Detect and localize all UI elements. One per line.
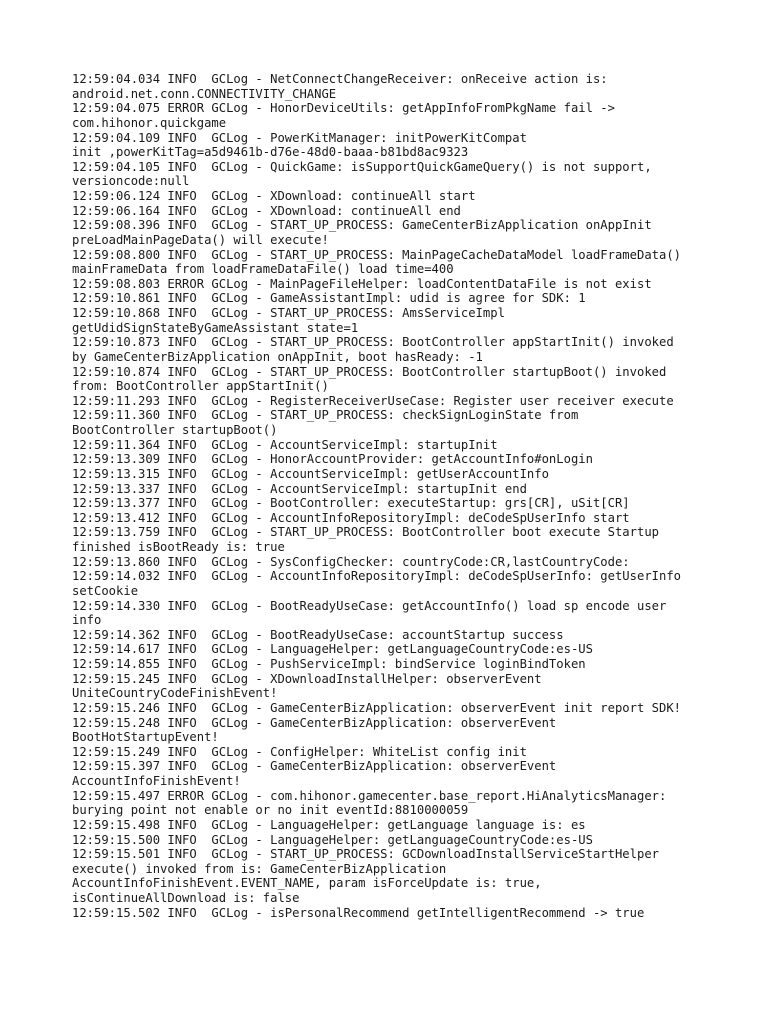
log-line: setCookie — [72, 583, 139, 598]
log-line: 12:59:15.397 INFO GCLog - GameCenterBizApplication: observerEvent — [72, 759, 557, 774]
log-line: 12:59:13.377 INFO GCLog - BootController: executeStartup: grs[CR], uSit[CR] — [72, 496, 630, 511]
log-text — [72, 72, 712, 920]
log-line: 12:59:14.032 INFO GCLog - AccountInfoRepositoryImpl: deCodeSpUserInfo: getUserInfo — [72, 569, 682, 584]
log-line: 12:59:11.293 INFO GCLog - RegisterReceiverUseCase: Register user receiver execute — [72, 393, 674, 408]
log-line: 12:59:15.248 INFO GCLog - GameCenterBizApplication: observerEvent — [72, 715, 557, 730]
log-line: 12:59:13.860 INFO GCLog - SysConfigChecker: countryCode:CR,lastCountryCode: — [72, 554, 630, 569]
log-line: 12:59:10.874 INFO GCLog - START_UP_PROCESS: BootController startupBoot() invoked — [72, 364, 667, 379]
log-line: 12:59:15.245 INFO GCLog - XDownloadInstallHelper: observerEvent — [72, 671, 542, 686]
log-line: BootHotStartupEvent! — [72, 730, 219, 745]
log-line: 12:59:08.803 ERROR GCLog - MainPageFileHelper: loadContentDataFile is not exist — [72, 276, 652, 291]
log-line: com.hihonor.quickgame — [72, 115, 227, 130]
log-line: 12:59:04.109 INFO GCLog - PowerKitManager: initPowerKitCompat — [72, 130, 527, 145]
log-line: 12:59:14.617 INFO GCLog - LanguageHelper: getLanguageCountryCode:es-US — [72, 642, 593, 657]
log-line: 12:59:13.337 INFO GCLog - AccountServiceImpl: startupInit end — [72, 481, 527, 496]
log-line: getUdidSignStateByGameAssistant state=1 — [72, 320, 359, 335]
log-line: 12:59:10.868 INFO GCLog - START_UP_PROCESS: AmsServiceImpl — [72, 306, 505, 320]
log-line: 12:59:13.759 INFO GCLog - START_UP_PROCESS: BootController boot execute Startup — [72, 525, 659, 540]
log-line: mainFrameData from loadFrameDataFile() load time=400 — [72, 262, 454, 277]
log-line: 12:59:11.364 INFO GCLog - AccountServiceImpl: startupInit — [72, 437, 498, 452]
log-line: 12:59:14.362 INFO GCLog - BootReadyUseCase: accountStartup success — [72, 627, 564, 642]
log-line: 12:59:04.034 INFO GCLog - NetConnectChangeReceiver: onReceive action is: — [72, 72, 608, 86]
log-line: 12:59:14.330 INFO GCLog - BootReadyUseCase: getAccountInfo() load sp encode user — [72, 598, 667, 613]
log-line: 12:59:15.500 INFO GCLog - LanguageHelper: getLanguageCountryCode:es-US — [72, 832, 593, 847]
log-line: 12:59:06.124 INFO GCLog - XDownload: continueAll start — [72, 189, 476, 203]
log-line: 12:59:15.497 ERROR GCLog - com.hihonor.gamecenter.base_report.HiAnalyticsManager: — [72, 788, 667, 803]
log-line: 12:59:15.249 INFO GCLog - ConfigHelper: WhiteList config init — [72, 744, 527, 759]
log-line: 12:59:08.396 INFO GCLog - START_UP_PROCESS: GameCenterBizApplication onAppInit — [72, 218, 652, 233]
log-line: by GameCenterBizApplication onAppInit, boot hasReady: -1 — [72, 349, 483, 364]
log-line: android.net.conn.CONNECTIVITY_CHANGE — [72, 86, 337, 101]
log-line: 12:59:08.800 INFO GCLog - START_UP_PROCESS: MainPageCacheDataModel loadFrameData() — [72, 247, 682, 262]
log-line: execute() invoked from is: GameCenterBizApplication — [72, 861, 447, 876]
log-line: BootController startupBoot() — [72, 423, 278, 437]
log-line: 12:59:13.412 INFO GCLog - AccountInfoRepositoryImpl: deCodeSpUserInfo start — [72, 510, 630, 525]
log-line: init ,powerKitTag=a5d9461b-d76e-48d0-baaa-b81bd8ac9323 — [72, 145, 469, 160]
log-line: 12:59:06.164 INFO GCLog - XDownload: continueAll end — [72, 203, 461, 218]
log-line: 12:59:10.873 INFO GCLog - START_UP_PROCESS: BootController appStartInit() invoked — [72, 335, 674, 350]
log-line: 12:59:10.861 INFO GCLog - GameAssistantImpl: udid is agree for SDK: 1 — [72, 291, 586, 306]
log-line: 12:59:15.502 INFO GCLog - isPersonalRecommend getIntelligentRecommend -> true — [72, 905, 645, 920]
log-line: 12:59:15.501 INFO GCLog - START_UP_PROCESS: GCDownloadInstallServiceStartHelper — [72, 847, 659, 862]
log-line: 12:59:11.360 INFO GCLog - START_UP_PROCESS: checkSignLoginState from — [72, 408, 579, 423]
log-line: 12:59:13.315 INFO GCLog - AccountServiceImpl: getUserAccountInfo — [72, 466, 549, 481]
log-line: 12:59:04.105 INFO GCLog - QuickGame: isSupportQuickGameQuery() is not support, — [72, 159, 652, 174]
log-line: preLoadMainPageData() will execute! — [72, 232, 329, 247]
log-line: UniteCountryCodeFinishEvent! — [72, 686, 278, 701]
log-line: versioncode:null — [72, 174, 190, 189]
log-line: isContinueAllDownload is: false — [72, 891, 300, 905]
log-line: finished isBootReady is: true — [72, 540, 285, 554]
log-line: 12:59:04.075 ERROR GCLog - HonorDeviceUtils: getAppInfoFromPkgName fail -> — [72, 101, 615, 116]
log-line: AccountInfoFinishEvent! — [72, 774, 241, 788]
log-line: 12:59:13.309 INFO GCLog - HonorAccountProvider: getAccountInfo#onLogin — [72, 452, 593, 467]
log-line: 12:59:15.246 INFO GCLog - GameCenterBizApplication: observerEvent init report SDK! — [72, 700, 682, 715]
log-line: AccountInfoFinishEvent.EVENT_NAME, param isForceUpdate is: true, — [72, 876, 542, 891]
log-line: from: BootController appStartInit() — [72, 379, 329, 394]
log-line: info — [72, 613, 102, 628]
log-line: burying point not enable or no init eventId:8810000059 — [72, 803, 469, 818]
log-line: 12:59:15.498 INFO GCLog - LanguageHelper: getLanguage language is: es — [72, 817, 586, 832]
log-line: 12:59:14.855 INFO GCLog - PushServiceImpl: bindService loginBindToken — [72, 657, 586, 671]
